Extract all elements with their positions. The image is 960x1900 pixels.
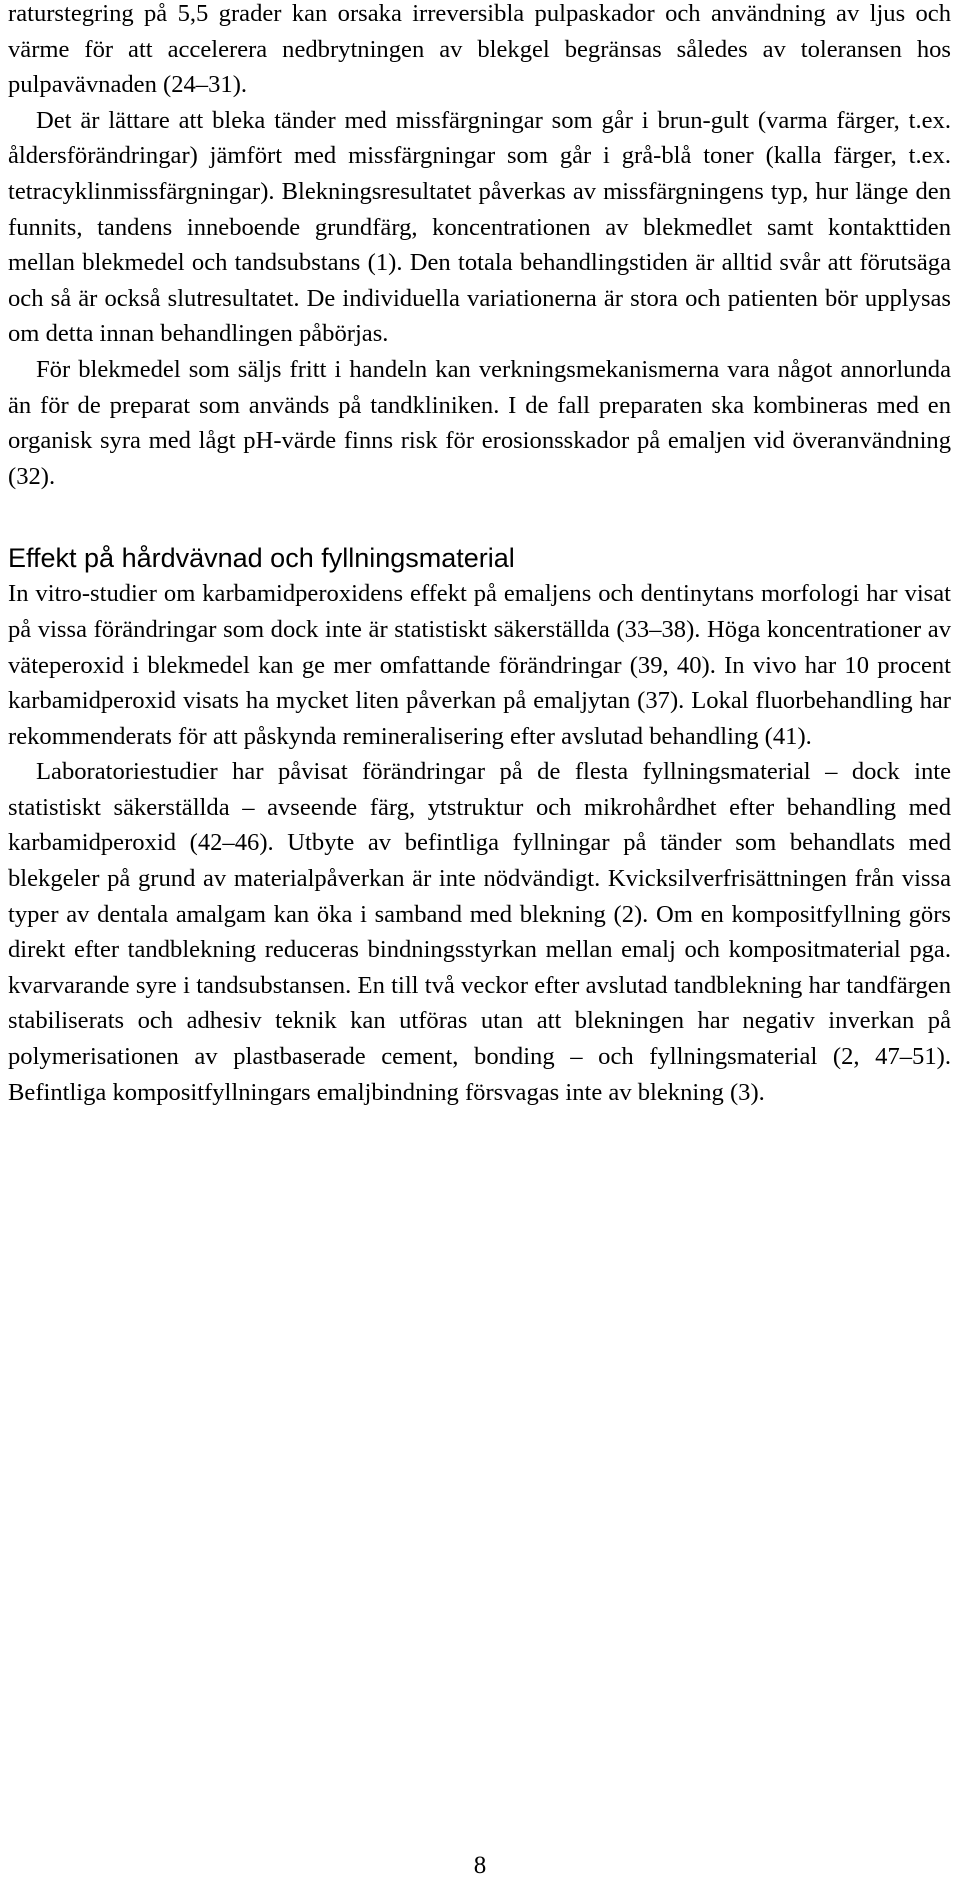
- paragraph-continued: raturstegring på 5,5 grader kan orsaka irreversibla pulpaskador och användning av ljus och värme för att accelerera nedbrytningen av blekgel begränsas således av toleransen hos pulpavävnaden (24–31).: [8, 0, 951, 99]
- document-page: [8, 0, 951, 1110]
- paragraph-bleaching-results: Det är lättare att bleka tänder med missfärgningar som går i brun-gult (varma färger, t.ex. åldersförändringar) jämfört med missfärgningar som går i grå-blå toner (kalla färger, t.ex. tetracyklinmissfärgningar). Blekningsresultatet påverkas av missfärgningens typ, hur länge den funnits, tandens inneboende grundfärg, koncentrationen av blekmedlet samt kontakttiden mellan blekmedel och tandsubstans (1). Den totala behandlingstiden är alltid svår att förutsäga och så är också slutresultatet. De individuella variationerna är stora och patienten bör upplysas om detta innan behandlingen påbörjas.: [8, 106, 951, 348]
- paragraph-in-vitro: In vitro-studier om karbamidperoxidens effekt på emaljens och dentinytans morfologi har visat på vissa förändringar som dock inte är statistiskt säkerställda (33–38). Höga koncentrationer av väteperoxid i blekmedel kan ge mer omfattande förändringar (39, 40). In vivo har 10 procent karbamidperoxid visats ha mycket liten påverkan på emaljytan (37). Lokal fluorbehandling har rekommenderats för att påskynda remineralisering efter avslutad behandling (41).: [8, 580, 951, 750]
- page-number: 8: [473, 1852, 487, 1879]
- paragraph-otc-bleaching: För blekmedel som säljs fritt i handeln kan verkningsmekanismerna vara något annorlunda än för de preparat som används på tandkliniken. I de fall preparaten ska kombineras med en organisk syra med lågt pH-värde finns risk för erosionsskador på emaljen vid överanvändning (32).: [8, 355, 951, 490]
- section-heading: Effekt på hårdvävnad och fyllningsmaterial: [8, 543, 515, 574]
- paragraph-laboratory-studies: Laboratoriestudier har påvisat förändringar på de flesta fyllningsmaterial – dock inte statistiskt säkerställda – avseende färg, ytstruktur och mikrohårdhet efter behandling med karbamidperoxid (42–46). Utbyte av befintliga fyllningar på tänder som behandlats med blekgeler på grund av materialpåverkan är inte nödvändigt. Kvicksilverfrisättningen från vissa typer av dentala amalgam kan öka i samband med blekning (2). Om en kompositfyllning görs direkt efter tandblekning reduceras bindningsstyrkan mellan emalj och kompositmaterial pga. kvarvarande syre i tandsubstansen. En till två veckor efter avslutad tandblekning har tandfärgen stabiliserats och adhesiv teknik kan utföras utan att blekningen har negativ inverkan på polymerisationen av plastbaserade cement, bonding – och fyllningsmaterial (2, 47–51). Befintliga kompositfyllningars emaljbindning försvagas inte av blekning (3).: [8, 758, 951, 1106]
